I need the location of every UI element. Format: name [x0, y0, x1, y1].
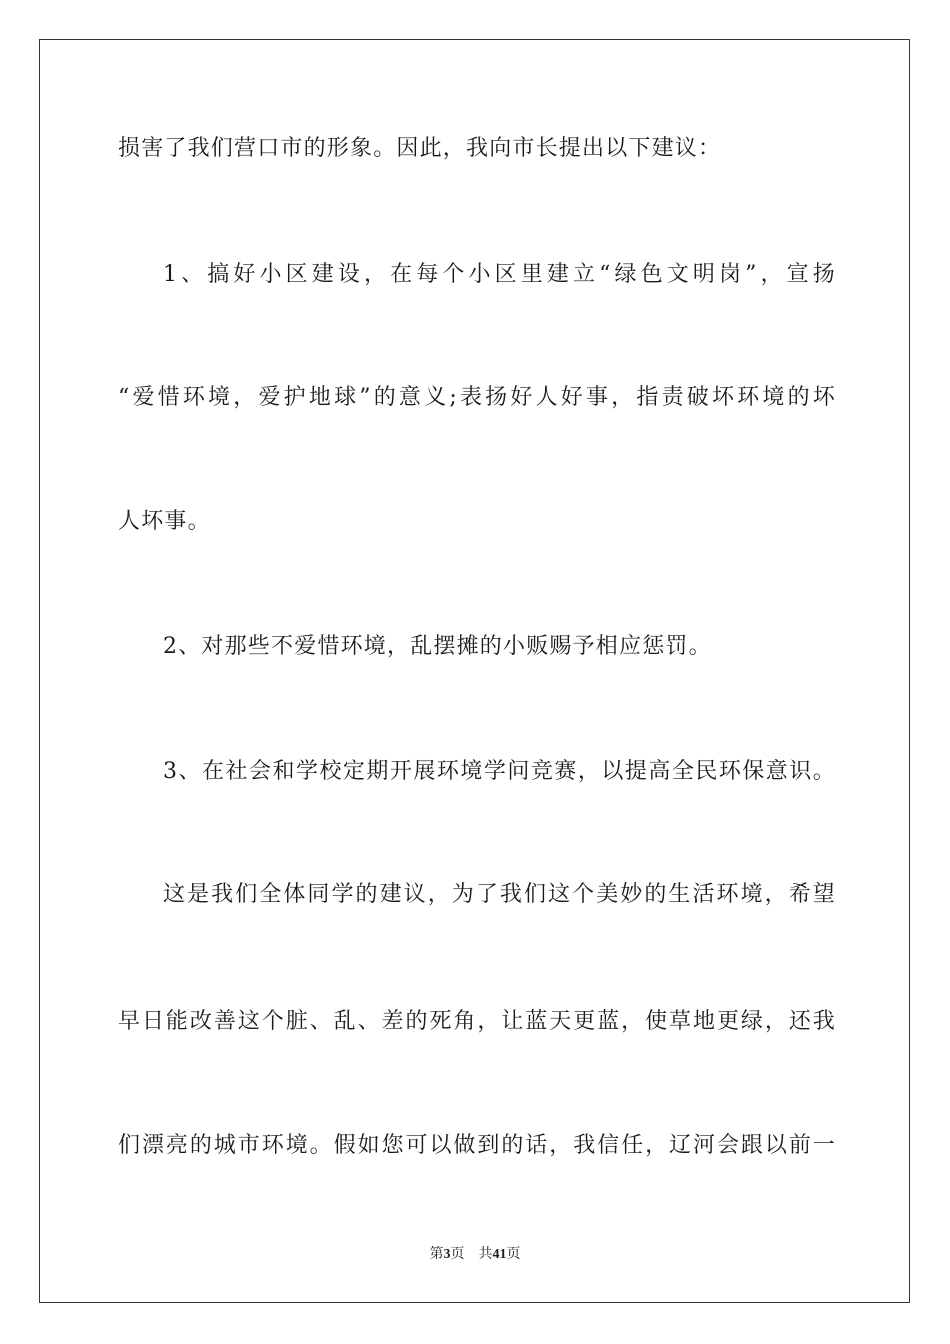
text-line-9: 们漂亮的城市环境。假如您可以做到的话，我信任，辽河会跟以前一: [118, 1133, 836, 1158]
page-footer: [0, 1245, 950, 1265]
text-line-6: 3、在社会和学校定期开展环境学问竞赛，以提高全民环保意识。: [163, 759, 836, 784]
text-line-2: 1、搞好小区建设，在每个小区里建立“绿色文明岗”，宣扬: [163, 262, 836, 287]
page-number: 3: [443, 1247, 451, 1262]
total-pages: 41: [492, 1247, 507, 1262]
text-line-5: 2、对那些不爱惜环境，乱摆摊的小贩赐予相应惩罚。: [163, 634, 712, 659]
page-prefix: 第: [429, 1247, 444, 1262]
total-suffix: 页: [506, 1247, 521, 1262]
text-line-1: 损害了我们营口市的形象。因此，我向市长提出以下建议：: [118, 136, 722, 161]
text-line-8: 早日能改善这个脏、乱、差的死角，让蓝天更蓝，使草地更绿，还我: [118, 1009, 836, 1034]
page-suffix: 页: [450, 1247, 465, 1262]
total-prefix: 共: [478, 1247, 493, 1262]
page-border: [39, 39, 910, 1303]
text-line-3: “爱惜环境，爱护地球”的意义;表扬好人好事，指责破坏环境的坏: [118, 385, 836, 410]
text-line-7: 这是我们全体同学的建议，为了我们这个美妙的生活环境，希望: [163, 882, 836, 907]
text-line-4: 人坏事。: [118, 509, 211, 534]
